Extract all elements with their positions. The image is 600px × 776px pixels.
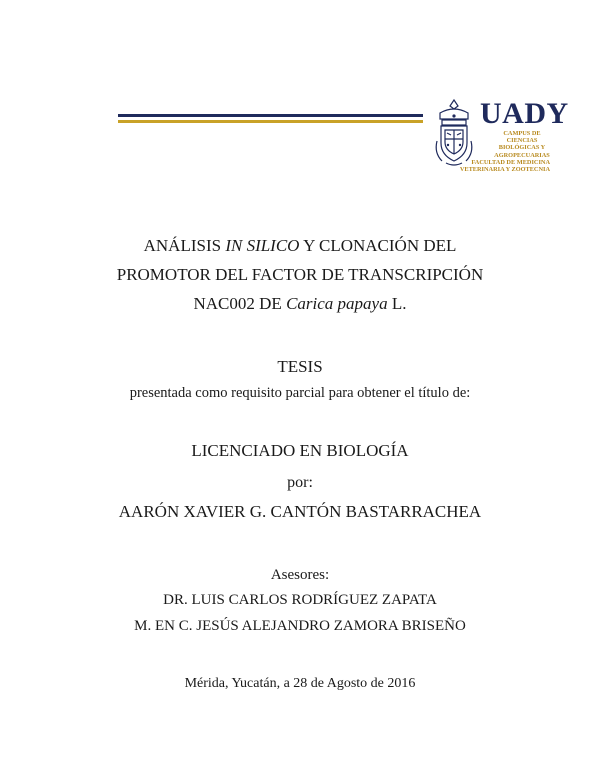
by-label: por: xyxy=(287,474,313,491)
thesis-title xyxy=(100,231,500,318)
navy-line xyxy=(118,114,423,117)
place-date: Mérida, Yucatán, a 28 de Agosto de 2016 xyxy=(184,676,416,691)
header-decorative-lines xyxy=(118,112,423,126)
title-italic-part: Carica papaya xyxy=(286,294,388,313)
gold-line xyxy=(118,120,423,123)
degree-title: LICENCIADO EN BIOLOGÍA xyxy=(191,441,409,460)
title-part: L. xyxy=(387,294,407,313)
author-name: AARÓN XAVIER G. CANTÓN BASTARRACHEA xyxy=(118,502,482,521)
requirement-text: presentada como requisito parcial para obtener el título de: xyxy=(129,385,471,401)
campus-line: AGROPECUARIAS xyxy=(494,151,550,159)
campus-line: BIOLÓGICAS Y xyxy=(498,144,546,152)
advisor-name: DR. LUIS CARLOS RODRÍGUEZ ZAPATA xyxy=(163,592,437,608)
faculty-line: FACULTAD DE MEDICINA xyxy=(471,158,550,166)
campus-line: CAMPUS DE xyxy=(503,130,541,137)
brand-name: UADY xyxy=(480,97,569,130)
title-italic-part: IN SILICO xyxy=(225,236,300,255)
thesis-label: TESIS xyxy=(277,357,323,376)
advisor-name: M. EN C. JESÚS ALEJANDRO ZAMORA BRISEÑO xyxy=(134,618,466,634)
university-brand xyxy=(459,97,569,174)
title-part: Y CLONACIÓN DEL PROMOTOR DEL FACTOR DE TRANSCRIPCIÓN NAC002 DE xyxy=(116,236,484,313)
campus-line: CIENCIAS xyxy=(506,137,538,145)
faculty-line: VETERINARIA Y ZOOTECNIA xyxy=(459,166,550,174)
title-part: ANÁLISIS xyxy=(143,236,226,255)
advisors-label: Asesores: xyxy=(270,567,330,583)
